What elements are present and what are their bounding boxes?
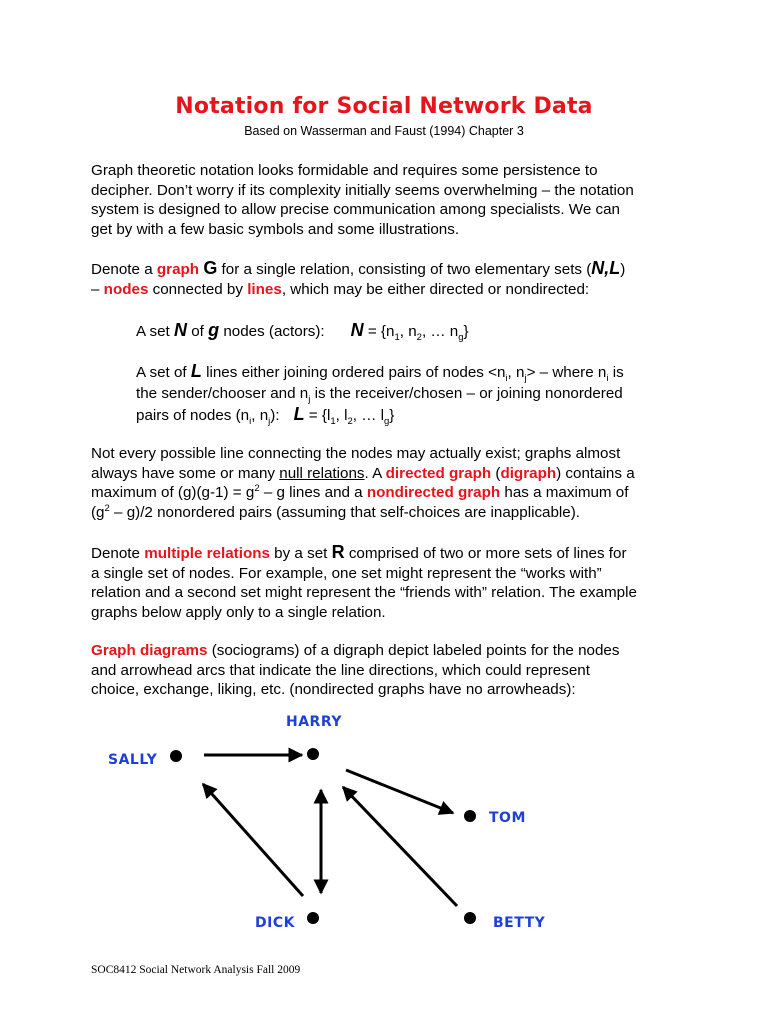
paragraph-line: choice, exchange, liking, etc. (nondirected graphs have no arrowheads): <box>91 681 576 699</box>
term-lines: lines <box>247 280 282 298</box>
term-directed-graph: directed graph <box>385 464 492 482</box>
intro-line: system is designed to allow precise communication among specialists. We can <box>91 201 620 219</box>
intro-line: get by with a few basic symbols and some illustrations. <box>91 220 460 238</box>
paragraph-line: Graph diagrams (sociograms) of a digraph depict labeled points for the nodes <box>91 642 620 659</box>
node-label-betty: BETTY <box>493 915 546 931</box>
edge-betty-harry <box>343 787 457 906</box>
node-harry <box>307 748 319 760</box>
graph-definition-line: Denote a graph G for a single relation, consisting of two elementary sets (N,L) <box>91 258 626 278</box>
node-label-harry: HARRY <box>286 714 342 730</box>
node-betty <box>464 912 476 924</box>
term-digraph: digraph <box>500 464 557 482</box>
node-dick <box>307 912 319 924</box>
page-subtitle: Based on Wasserman and Faust (1994) Chapter 3 <box>244 124 524 138</box>
intro-line: decipher. Don’t worry if its complexity initially seems overwhelming – the notation <box>91 181 634 199</box>
set-of-nodes-line: A set N of g nodes (actors): $N = \{n_1$, $n_2$, … $n_g$} <box>136 320 469 344</box>
paragraph-line: always have some or many null relations. A directed graph (digraph) contains a <box>91 464 635 482</box>
node-sally <box>170 750 182 762</box>
term-multiple-relations: multiple relations <box>144 545 270 562</box>
paragraph-line: graphs below apply only to a single relation. <box>91 603 386 621</box>
set-of-lines-line: pairs of nodes ($n_i$, $n_j$): $L = \{l_1$, $l_2$, … $l_g$} <box>136 404 395 428</box>
paragraph-line: a single set of nodes. For example, one set might represent the “works with” <box>91 564 602 582</box>
set-of-lines-line: A set of L lines either joining ordered pairs of nodes $<n_i$, $n_j>$ – where $n_i$ is <box>136 361 624 385</box>
paragraph-line: relation and a second set might represent the “friends with” relation. The example <box>91 584 637 602</box>
term-graph-diagrams: Graph diagrams <box>91 642 208 659</box>
term-graph: graph <box>156 261 200 278</box>
page-footer: SOC8412 Social Network Analysis Fall 2009 <box>91 964 301 976</box>
graph-definition-paragraph <box>91 259 691 299</box>
intro-line: Graph theoretic notation looks formidable and requires some persistence to <box>91 162 598 179</box>
paragraph-line: Denote multiple relations by a set R comprised of two or more sets of lines for <box>91 542 627 562</box>
node-label-tom: TOM <box>489 810 526 826</box>
symbol-R: R <box>331 542 345 562</box>
node-label-dick: DICK <box>255 915 295 931</box>
paragraph-line: Not every possible line connecting the nodes may actually exist; graphs almost <box>91 445 621 462</box>
term-null-relations: null relations <box>279 464 365 482</box>
node-label-sally: SALLY <box>108 752 158 768</box>
set-of-lines-line: the sender/chooser and $n_j$ is the receiver/chosen – or joining nonordered <box>136 385 623 406</box>
page-title: Notation for Social Network Data <box>175 94 593 119</box>
paragraph-line: $(g^2 - g)/2$ nonordered pairs (assuming that self-choices are inapplicable). <box>91 502 581 521</box>
intro-paragraph <box>91 161 691 239</box>
paragraph-line: maximum of $(g)(g-1) = g^2 - g$ lines and a nondirected graph has a maximum of <box>91 483 629 502</box>
multiple-relations-paragraph <box>91 543 691 622</box>
symbol-NL: N,L <box>591 258 621 278</box>
graph-definition-line: – nodes connected by lines, which may be either directed or nondirected: <box>91 280 590 298</box>
symbol-G: G <box>203 258 218 278</box>
set-of-lines-block <box>136 361 696 426</box>
node-tom <box>464 810 476 822</box>
term-nodes: nodes <box>103 280 149 298</box>
paragraph-line: and arrowhead arcs that indicate the line directions, which could represent <box>91 661 590 679</box>
edge-dick-sally <box>203 784 303 896</box>
term-nondirected-graph: nondirected graph <box>366 484 501 502</box>
graph-diagrams-paragraph <box>91 641 691 700</box>
sociogram-diagram <box>0 700 768 950</box>
null-relations-paragraph <box>91 444 691 522</box>
